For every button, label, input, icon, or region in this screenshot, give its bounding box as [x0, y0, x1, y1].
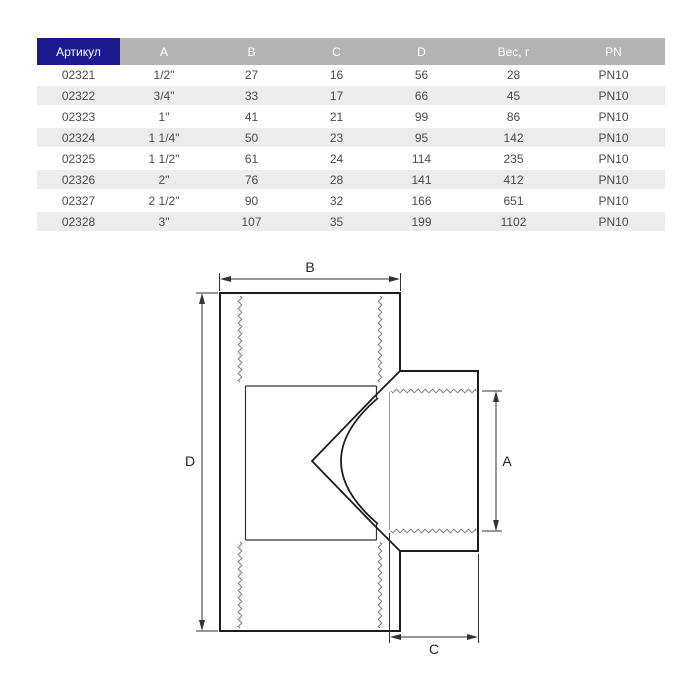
dim-label-a: A: [502, 453, 512, 469]
cell-b: 61: [208, 149, 295, 170]
col-header-article: Артикул: [37, 38, 120, 65]
col-header-d: D: [378, 38, 465, 65]
cell-pn: PN10: [562, 170, 665, 191]
cell-c: 24: [295, 149, 378, 170]
cell-c: 17: [295, 86, 378, 107]
cell-article: 02322: [37, 86, 120, 107]
cell-b: 33: [208, 86, 295, 107]
cell-weight: 412: [465, 170, 562, 191]
cell-weight: 86: [465, 107, 562, 128]
cell-d: 66: [378, 86, 465, 107]
cell-a: 1": [120, 107, 208, 128]
cell-pn: PN10: [562, 149, 665, 170]
cell-d: 166: [378, 191, 465, 212]
cell-a: 3": [120, 212, 208, 233]
cell-a: 1 1/4": [120, 128, 208, 149]
cell-article: 02323: [37, 107, 120, 128]
cell-a: 3/4": [120, 86, 208, 107]
cell-weight: 45: [465, 86, 562, 107]
cell-c: 21: [295, 107, 378, 128]
cell-d: 95: [378, 128, 465, 149]
dim-d-arrow-bottom: [199, 620, 205, 631]
cell-c: 32: [295, 191, 378, 212]
cell-article: 02324: [37, 128, 120, 149]
cell-article: 02321: [37, 65, 120, 86]
cell-d: 56: [378, 65, 465, 86]
cell-article: 02328: [37, 212, 120, 233]
cell-b: 41: [208, 107, 295, 128]
cell-weight: 142: [465, 128, 562, 149]
cell-weight: 28: [465, 65, 562, 86]
dim-b-arrow-right: [389, 276, 400, 282]
cell-d: 114: [378, 149, 465, 170]
dim-label-d: D: [184, 453, 196, 469]
cell-c: 28: [295, 170, 378, 191]
cell-weight: 1102: [465, 212, 562, 233]
col-header-pn: PN: [562, 38, 665, 65]
dim-c-arrow-right: [467, 634, 478, 640]
col-header-c: C: [295, 38, 378, 65]
cell-article: 02325: [37, 149, 120, 170]
cell-d: 141: [378, 170, 465, 191]
col-header-weight: Вес, г: [465, 38, 562, 65]
dim-a-arrow-bottom: [493, 520, 499, 531]
dim-b-arrow-left: [220, 276, 231, 282]
cell-c: 35: [295, 212, 378, 233]
col-header-b: B: [208, 38, 295, 65]
cell-weight: 235: [465, 149, 562, 170]
cell-pn: PN10: [562, 128, 665, 149]
cell-a: 2": [120, 170, 208, 191]
dim-a-arrow-top: [493, 391, 499, 402]
dim-d-arrow-top: [199, 293, 205, 304]
cell-pn: PN10: [562, 191, 665, 212]
cell-pn: PN10: [562, 212, 665, 233]
cell-a: 1/2": [120, 65, 208, 86]
cell-d: 199: [378, 212, 465, 233]
cell-a: 2 1/2": [120, 191, 208, 212]
dim-c-arrow-left: [390, 634, 401, 640]
cell-c: 23: [295, 128, 378, 149]
cell-weight: 651: [465, 191, 562, 212]
cell-d: 99: [378, 107, 465, 128]
cell-pn: PN10: [562, 86, 665, 107]
cell-pn: PN10: [562, 65, 665, 86]
cell-c: 16: [295, 65, 378, 86]
cell-b: 107: [208, 212, 295, 233]
tee-body-outline: [220, 293, 478, 631]
cell-pn: PN10: [562, 107, 665, 128]
dim-label-c: C: [428, 641, 440, 657]
cell-b: 76: [208, 170, 295, 191]
cell-b: 27: [208, 65, 295, 86]
cell-article: 02327: [37, 191, 120, 212]
cell-a: 1 1/2": [120, 149, 208, 170]
col-header-a: A: [120, 38, 208, 65]
dim-label-b: B: [305, 259, 315, 275]
cell-b: 50: [208, 128, 295, 149]
cell-article: 02326: [37, 170, 120, 191]
cell-b: 90: [208, 191, 295, 212]
